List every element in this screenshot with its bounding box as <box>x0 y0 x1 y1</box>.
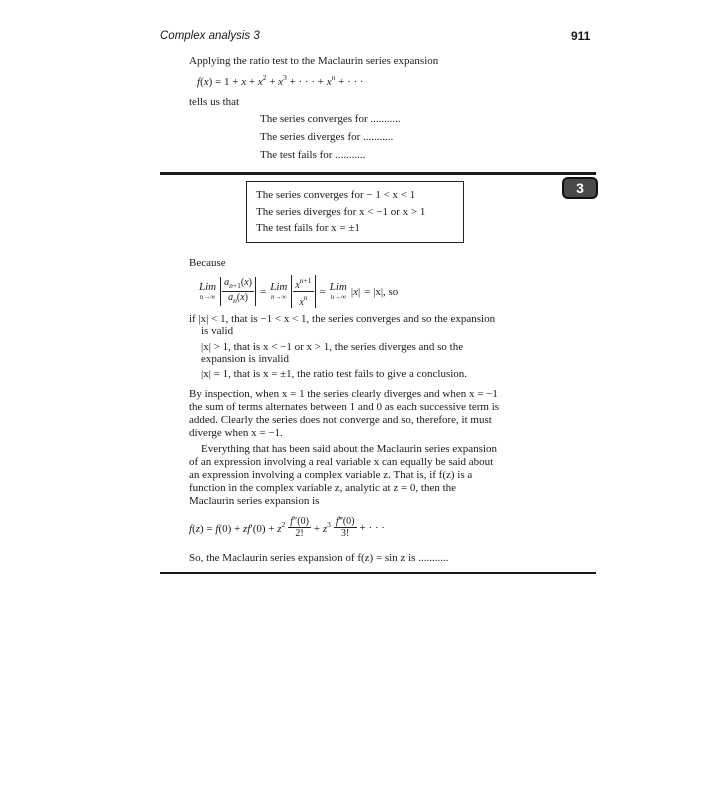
frame-divider-top <box>160 172 596 175</box>
condition-diverges-line1: |x| > 1, that is x < −1 or x > 1, the series diverges and so the <box>201 341 464 353</box>
prompt-converges: The series converges for ........... <box>260 113 401 125</box>
ratio-limit-equation: Lim n→∞ $\frac{a_{n+1}(x)}{a_n(x)}$ = Lim n→∞ $\frac{x^{n+1}}{x^n}$ = Lim n→∞ |x| = |x|, so <box>199 276 399 308</box>
inspection-line-4: diverge when x = −1. <box>189 427 283 439</box>
answer-converges: The series converges for − 1 < x < 1 <box>256 189 416 201</box>
limit-operator-3 <box>330 281 347 302</box>
limit-operator-2 <box>270 281 287 302</box>
condition-diverges-line2: expansion is invalid <box>201 353 289 365</box>
because-heading: Because <box>189 257 226 269</box>
inspection-line-2: the sum of terms alternates between 1 and 0 as each successive term is <box>189 401 500 413</box>
maclaurin-series-formula: $f(x) = 1 + x + x^2 + x^3$ + · · · + $x^n$ + · · · <box>197 73 364 88</box>
intro-tells-text: tells us that <box>189 96 240 108</box>
everything-line-4: function in the complex variable z, analytic at z = 0, then the <box>189 482 457 494</box>
limit-subscript: n→∞ <box>199 293 216 301</box>
limit-subscript: n→∞ <box>271 293 287 301</box>
everything-line-5: Maclaurin series expansion is <box>189 495 320 507</box>
frame-divider-bottom <box>160 572 596 574</box>
everything-line-3: an expression involving a complex variable z. That is, if f(z) is a <box>189 469 473 481</box>
closing-prompt: So, the Maclaurin series expansion of f(z) = sin z is ........... <box>189 552 449 564</box>
chapter-title: Complex analysis 3 <box>160 30 260 42</box>
inspection-line-1: By inspection, when x = 1 the series clearly diverges and when x = −1 <box>189 388 498 400</box>
complex-maclaurin-formula: $f(z) = f(0) + zf'(0) + z^2$ $\frac{f''(0)}{2!}$ + $z^3$ $\frac{f‴(0)}{3!}$ + · · · <box>189 516 385 539</box>
answer-test-fails: The test fails for x = ±1 <box>256 222 360 234</box>
limit-operator-1 <box>199 281 216 302</box>
condition-test-fails: |x| = 1, that is x = ±1, the ratio test fails to give a conclusion. <box>201 368 468 380</box>
limit-word: Lim <box>329 281 347 293</box>
inspection-line-3: added. Clearly the series does not converge and so, therefore, it must <box>189 414 492 426</box>
limit-word: Lim <box>199 281 217 293</box>
page-number: 911 <box>571 29 591 43</box>
prompt-diverges: The series diverges for ........... <box>260 131 394 143</box>
answer-diverges: The series diverges for x < −1 or x > 1 <box>256 206 426 218</box>
everything-line-1: Everything that has been said about the Maclaurin series expansion <box>201 443 497 455</box>
limit-word: Lim <box>270 281 288 293</box>
limit-subscript: n→∞ <box>330 293 347 301</box>
limit-result-tail: = |x|, so <box>364 285 399 298</box>
condition-converges-line1: if |x| < 1, that is −1 < x < 1, the series converges and so the expansion <box>189 313 496 325</box>
everything-line-2: of an expression involving a real variable x can equally be said about <box>189 456 494 468</box>
prompt-test-fails: The test fails for ........... <box>260 149 366 161</box>
intro-applying-text: Applying the ratio test to the Maclaurin series expansion <box>189 55 439 67</box>
condition-converges-line2: is valid <box>201 325 234 337</box>
frame-number-badge: 3 <box>562 177 598 199</box>
